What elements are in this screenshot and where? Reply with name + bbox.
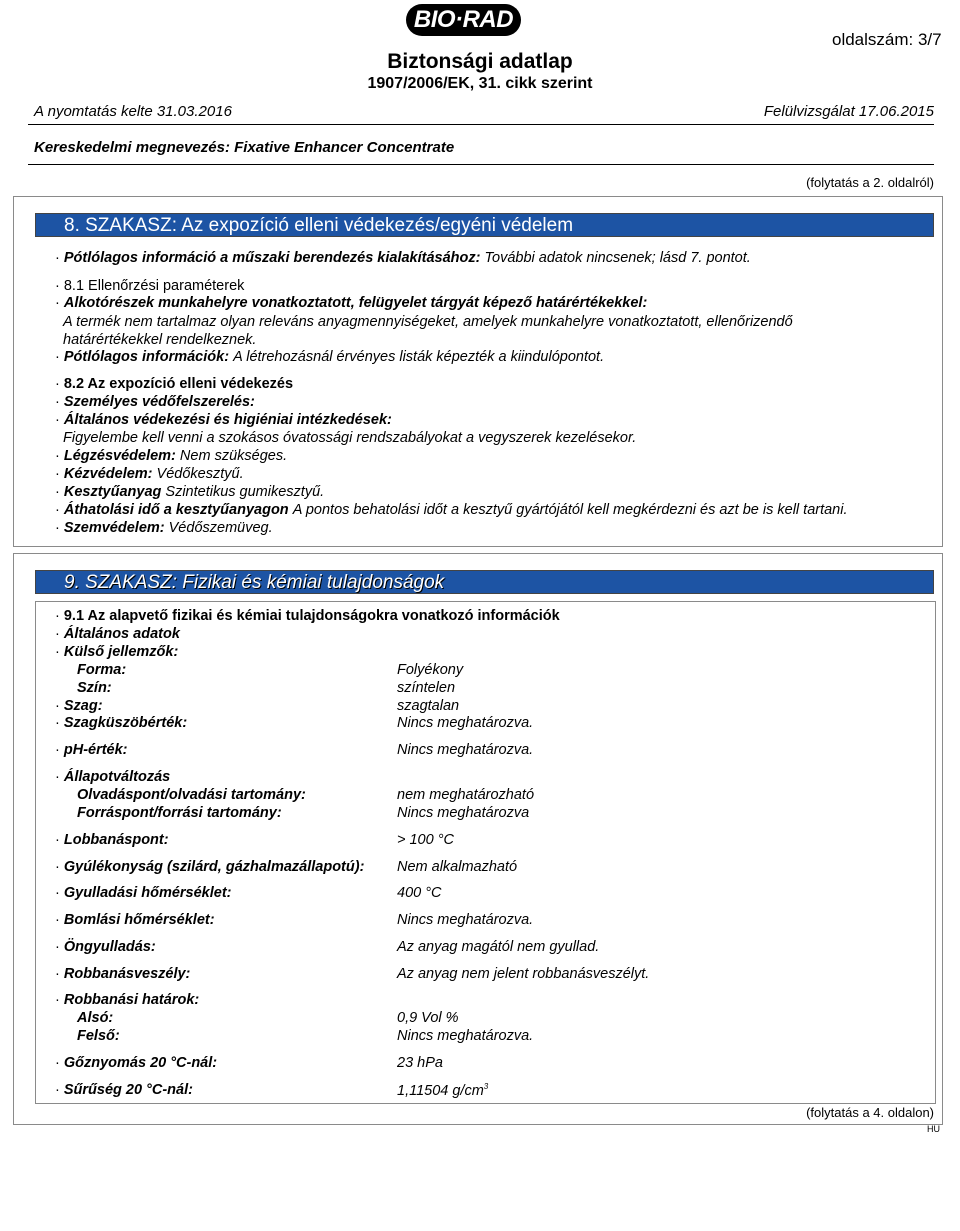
odor-label: · Szag: xyxy=(55,698,103,714)
appearance-label: · Külső jellemzők: xyxy=(55,644,179,660)
flash-point-value: > 100 °C xyxy=(397,832,454,848)
boiling-label: Forráspont/forrási tartomány: xyxy=(77,805,282,821)
page-number: oldalszám: 3/7 xyxy=(832,30,942,49)
document-title: Biztonsági adatlap xyxy=(387,50,573,73)
eye-protection: · Szemvédelem: Védőszemüveg. xyxy=(55,520,273,536)
self-ignition-label: · Öngyulladás: xyxy=(55,939,156,955)
density-label: · Sűrűség 20 °C-nál: xyxy=(55,1082,193,1098)
form-value: Folyékony xyxy=(397,662,464,678)
lower-limit-value: 0,9 Vol % xyxy=(397,1010,459,1026)
form-label: Forma: xyxy=(77,662,127,678)
flammability-value: Nem alkalmazható xyxy=(397,859,518,875)
ppe-label: · Személyes védőfelszerelés: xyxy=(55,394,255,410)
general-data: · Általános adatok xyxy=(55,626,180,642)
odor-value: szagtalan xyxy=(397,698,460,714)
boiling-value: Nincs meghatározva xyxy=(397,805,530,821)
general-measures-label: · Általános védekezési és higiéniai intézkedések: xyxy=(55,412,392,428)
decomposition-temp-label: · Bomlási hőmérséklet: xyxy=(55,912,215,928)
s81-title: · 8.1 Ellenőrzési paraméterek xyxy=(55,278,245,294)
limits-text-line1: A termék nem tartalmaz olyan releváns anyagmennyiségeket, amelyek munkahelyre vonatkoztatott, ellenőrizendő xyxy=(63,314,793,330)
flash-point-label: · Lobbanáspont: xyxy=(55,832,169,848)
density-unit-exponent: 3 xyxy=(483,1082,489,1091)
state-change-label: · Állapotváltozás xyxy=(55,769,171,785)
respiratory-protection: · Légzésvédelem: Nem szükséges. xyxy=(55,448,288,464)
ph-value: Nincs meghatározva. xyxy=(397,742,534,758)
s91-title: · 9.1 Az alapvető fizikai és kémiai tulajdonságokra vonatkozó információk xyxy=(55,608,560,624)
melting-value: nem meghatározható xyxy=(397,787,535,803)
vapour-pressure-value: 23 hPa xyxy=(397,1055,443,1071)
trade-name: Kereskedelmi megnevezés: Fixative Enhancer Concentrate xyxy=(34,139,455,156)
melting-label: Olvadáspont/olvadási tartomány: xyxy=(77,787,306,803)
revision-date: Felülvizsgálat 17.06.2015 xyxy=(763,103,934,120)
self-ignition-value: Az anyag magától nem gyullad. xyxy=(397,939,600,955)
odor-threshold-value: Nincs meghatározva. xyxy=(397,715,534,731)
color-label: Szín: xyxy=(77,680,112,696)
technical-info-line: · Pótlólagos információ a műszaki berendezés kialakításához: További adatok nincsenek; lásd 7. pontot. xyxy=(55,250,751,266)
continued-from-note: (folytatás a 2. oldalról) xyxy=(806,175,934,190)
lower-limit-label: Alsó: xyxy=(77,1010,114,1026)
odor-threshold-label: · Szagküszöbérték: xyxy=(55,715,188,731)
explosion-danger-value: Az anyag nem jelent robbanásveszélyt. xyxy=(397,966,650,982)
ignition-temp-value: 400 °C xyxy=(397,885,442,901)
color-value: színtelen xyxy=(397,680,456,696)
language-code: HU xyxy=(927,1124,940,1134)
additional-info-line: · Pótlólagos információk: A létrehozásnál érvényes listák képezték a kiindulópontot. xyxy=(55,349,605,365)
ph-label: · pH-érték: xyxy=(55,742,128,758)
continued-to-note: (folytatás a 4. oldalon) xyxy=(806,1105,934,1120)
trade-name-divider xyxy=(28,164,934,165)
decomposition-temp-value: Nincs meghatározva. xyxy=(397,912,534,928)
limits-text-line2: határértékekkel rendelkeznek. xyxy=(63,332,257,348)
regulation-reference: 1907/2006/EK, 31. cikk szerint xyxy=(367,75,593,92)
explosion-limits-label: · Robbanási határok: xyxy=(55,992,200,1008)
flammability-label: · Gyúlékonyság (szilárd, gázhalmazállapotú): xyxy=(55,859,365,875)
header-divider xyxy=(28,124,934,125)
ignition-temp-label: · Gyulladási hőmérséklet: xyxy=(55,885,232,901)
bio-rad-logo: BIO·RAD xyxy=(406,4,521,36)
upper-limit-label: Felső: xyxy=(77,1028,120,1044)
section-8-title: 8. SZAKASZ: Az expozíció elleni védekezés/egyéni védelem xyxy=(35,213,934,237)
breakthrough-time: · Áthatolási idő a kesztyűanyagon A pontos behatolási időt a kesztyű gyártójától kell megkérdezni és azt be is kell tartani. xyxy=(55,502,848,518)
hand-protection: · Kézvédelem: Védőkesztyű. xyxy=(55,466,244,482)
density-value: 1,11504 $g/cm^3$ xyxy=(397,1082,489,1099)
explosion-danger-label: · Robbanásveszély: xyxy=(55,966,191,982)
general-measures-text: Figyelembe kell venni a szokásos óvatossági rendszabályokat a vegyszerek kezelésekor. xyxy=(63,430,637,446)
glove-material: · Kesztyűanyag Szintetikus gumikesztyű. xyxy=(55,484,325,500)
upper-limit-value: Nincs meghatározva. xyxy=(397,1028,534,1044)
print-date: A nyomtatás kelte 31.03.2016 xyxy=(34,103,232,120)
vapour-pressure-label: · Gőznyomás 20 °C-nál: xyxy=(55,1055,218,1071)
s82-title: · 8.2 Az expozíció elleni védekezés xyxy=(55,376,294,392)
limits-label: · Alkotórészek munkahelyre vonatkoztatott, felügyelet tárgyát képező határértékekkel: xyxy=(55,295,648,311)
section-9-title: 9. SZAKASZ: Fizikai és kémiai tulajdonságok xyxy=(35,570,934,594)
